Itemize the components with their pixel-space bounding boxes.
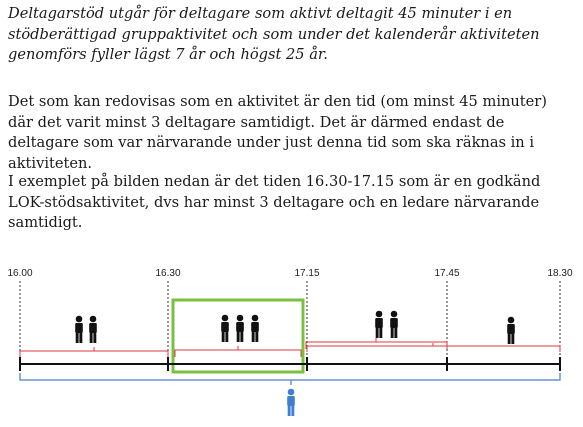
- participant-brackets: [20, 338, 560, 357]
- participant-group-3: [375, 311, 398, 338]
- time-label-1600: 16.00: [7, 268, 33, 279]
- person-icon: [390, 311, 398, 338]
- time-tick-guides: [20, 281, 560, 360]
- person-icon: [375, 311, 383, 338]
- rule-paragraph: Det som kan redovisas som en aktivitet är den tid (om minst 45 minuter) där det varit minst 3 deltagare samtidigt. Det är därmed endast de deltagare som var närvarande under just denna tid som ska räknas in i aktiviteten.: [8, 93, 547, 172]
- time-label-1715: 17.15: [294, 268, 320, 279]
- person-icon: [507, 317, 515, 344]
- leader-person-icon: [287, 389, 295, 416]
- person-icon: [75, 316, 83, 343]
- bracket-segment-4: [307, 343, 560, 352]
- bracket-segment-2: [175, 346, 301, 357]
- person-icon: [221, 315, 229, 342]
- time-label-1830: 18.30: [547, 268, 573, 279]
- person-icon: [251, 315, 259, 342]
- participant-group-4: [507, 317, 515, 344]
- example-paragraph: I exemplet på bilden nedan är det tiden 16.30-17.15 som är en godkänd LOK-stödsaktivitet, dvs har minst 3 deltagare och en ledare närvarande samtidigt.: [8, 173, 541, 231]
- participant-group-2: [221, 315, 259, 342]
- leader-bracket: [20, 373, 560, 385]
- person-icon: [236, 315, 244, 342]
- timeline-diagram: [0, 255, 583, 427]
- person-icon: [89, 316, 97, 343]
- bracket-segment-1: [20, 347, 168, 357]
- time-label-1630: 16.30: [155, 268, 181, 279]
- intro-paragraph: Deltagarstöd utgår för deltagare som aktivt deltagit 45 minuter i en stödberättigad gruppaktivitet och som under det kalenderår aktiviteten genomförs fyller lägst 7 år och högst 25 år.: [8, 5, 540, 63]
- participant-group-1: [75, 316, 97, 343]
- time-label-1745: 17.45: [434, 268, 460, 279]
- bracket-segment-3: [306, 338, 447, 349]
